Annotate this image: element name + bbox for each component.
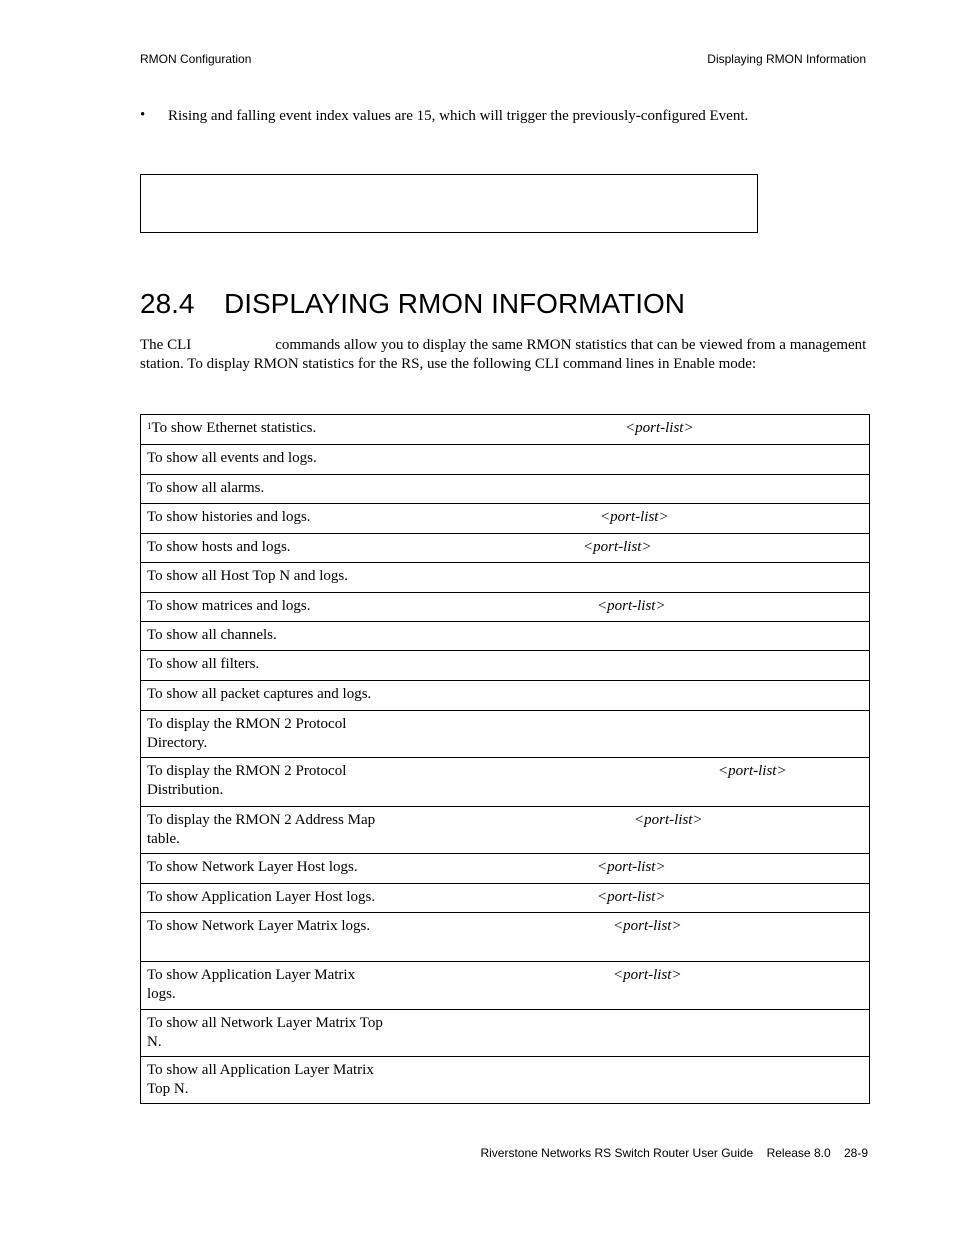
table-row: [141, 415, 870, 445]
command-syntax-cell: [393, 475, 870, 504]
intro-part2: commands allow you to display the same RMON statistics that can be viewed from a management station. To display RMON statistics for the RS, use the following CLI command lines in Enable mode:: [140, 337, 867, 372]
command-description: To show all Network Layer Matrix Top N.: [147, 1015, 383, 1050]
port-list-argument: <port-list>: [597, 889, 666, 905]
table-row: [141, 445, 870, 475]
command-description-cell: [141, 884, 394, 913]
table-row: [141, 884, 870, 913]
rmon-command-table: [140, 414, 870, 1104]
command-syntax-cell: [393, 651, 870, 681]
command-syntax-cell: [393, 681, 870, 711]
table-row: [141, 854, 870, 884]
bullet-icon: •: [140, 107, 146, 123]
command-syntax-cell: [393, 534, 870, 563]
command-description-cell: [141, 807, 394, 854]
command-description-cell: [141, 711, 394, 758]
command-description: To show Network Layer Matrix logs.: [147, 918, 371, 934]
table-row: [141, 807, 870, 854]
command-syntax-cell: [393, 884, 870, 913]
footer-release: Release 8.0: [766, 1146, 831, 1160]
port-list-argument: <port-list>: [613, 967, 682, 983]
port-list-argument: <port-list>: [597, 598, 666, 614]
port-list-argument: <port-list>: [583, 539, 652, 555]
command-syntax-cell: [393, 622, 870, 651]
footnote-marker: 1: [147, 421, 152, 431]
command-syntax-cell: [393, 1010, 870, 1057]
table-row: [141, 758, 870, 807]
command-description-cell: [141, 475, 394, 504]
command-description: To show all events and logs.: [147, 450, 317, 466]
command-description: To show Ethernet statistics.: [151, 420, 317, 436]
command-syntax-cell: [393, 758, 870, 807]
table-row: [141, 563, 870, 593]
command-description-cell: [141, 534, 394, 563]
command-syntax-cell: [393, 504, 870, 534]
command-description: To show all filters.: [147, 656, 260, 672]
command-syntax-cell: [393, 415, 870, 445]
port-list-argument: <port-list>: [613, 918, 682, 934]
command-description: To show all packet captures and logs.: [147, 686, 372, 702]
bullet-text: Rising and falling event index values are 15, which will trigger the previously-configured Event.: [168, 108, 749, 124]
port-list-argument: <port-list>: [600, 509, 669, 525]
command-description-cell: [141, 681, 394, 711]
table-row: [141, 651, 870, 681]
command-description-cell: [141, 563, 394, 593]
port-list-argument: <port-list>: [634, 812, 703, 828]
code-example-box: [140, 174, 758, 233]
table-row: [141, 1057, 870, 1104]
command-description: To show all channels.: [147, 627, 277, 643]
command-syntax-cell: [393, 854, 870, 884]
command-description-cell: [141, 1010, 394, 1057]
running-header-right: Displaying RMON Information: [707, 52, 866, 66]
intro-paragraph: [140, 336, 870, 374]
command-syntax-cell: [393, 1057, 870, 1104]
command-syntax-cell: [393, 563, 870, 593]
section-number: 28.4: [140, 288, 195, 319]
command-description-cell: [141, 651, 394, 681]
command-syntax-cell: [393, 445, 870, 475]
command-description: To show matrices and logs.: [147, 598, 311, 614]
section-heading: [140, 288, 685, 320]
command-description-cell: [141, 854, 394, 884]
port-list-argument: <port-list>: [597, 859, 666, 875]
command-description: To display the RMON 2 Protocol Distribution.: [147, 763, 347, 798]
table-row: [141, 593, 870, 622]
port-list-argument: <port-list>: [718, 763, 787, 779]
command-syntax-cell: [393, 593, 870, 622]
command-description: To show all Host Top N and logs.: [147, 568, 348, 584]
table-row: [141, 962, 870, 1010]
table-row: [141, 913, 870, 962]
command-description-cell: [141, 962, 394, 1010]
command-description-cell: [141, 622, 394, 651]
command-description-cell: [141, 593, 394, 622]
command-description-cell: [141, 913, 394, 962]
command-description: To display the RMON 2 Address Map table.: [147, 812, 376, 847]
table-row: [141, 475, 870, 504]
command-description-cell: [141, 758, 394, 807]
page-footer: [470, 1146, 868, 1160]
table-row: [141, 622, 870, 651]
footer-guide-title: Riverstone Networks RS Switch Router User Guide: [480, 1146, 754, 1160]
command-description: To show Application Layer Matrix logs.: [147, 967, 356, 1002]
command-syntax-cell: [393, 962, 870, 1010]
command-description: To show Network Layer Host logs.: [147, 859, 358, 875]
footer-page-number: 28-9: [843, 1146, 868, 1160]
command-description: To show histories and logs.: [147, 509, 311, 525]
command-description-cell: [141, 504, 394, 534]
command-description: To show Application Layer Host logs.: [147, 889, 376, 905]
section-title: DISPLAYING RMON INFORMATION: [224, 288, 685, 319]
command-description: To show all Application Layer Matrix Top N.: [147, 1062, 374, 1097]
command-syntax-cell: [393, 913, 870, 962]
command-syntax-cell: [393, 711, 870, 758]
command-syntax-cell: [393, 807, 870, 854]
command-description: To show hosts and logs.: [147, 539, 291, 555]
command-description: To display the RMON 2 Protocol Directory.: [147, 716, 347, 751]
port-list-argument: <port-list>: [625, 420, 694, 436]
command-description-cell: [141, 445, 394, 475]
table-row: [141, 504, 870, 534]
table-row: [141, 711, 870, 758]
command-description: To show all alarms.: [147, 480, 265, 496]
intro-part1: The CLI: [140, 337, 192, 353]
command-description-cell: [141, 1057, 394, 1104]
table-row: [141, 681, 870, 711]
command-description-cell: [141, 415, 394, 445]
table-row: [141, 534, 870, 563]
running-header-left: RMON Configuration: [140, 52, 252, 66]
table-row: [141, 1010, 870, 1057]
